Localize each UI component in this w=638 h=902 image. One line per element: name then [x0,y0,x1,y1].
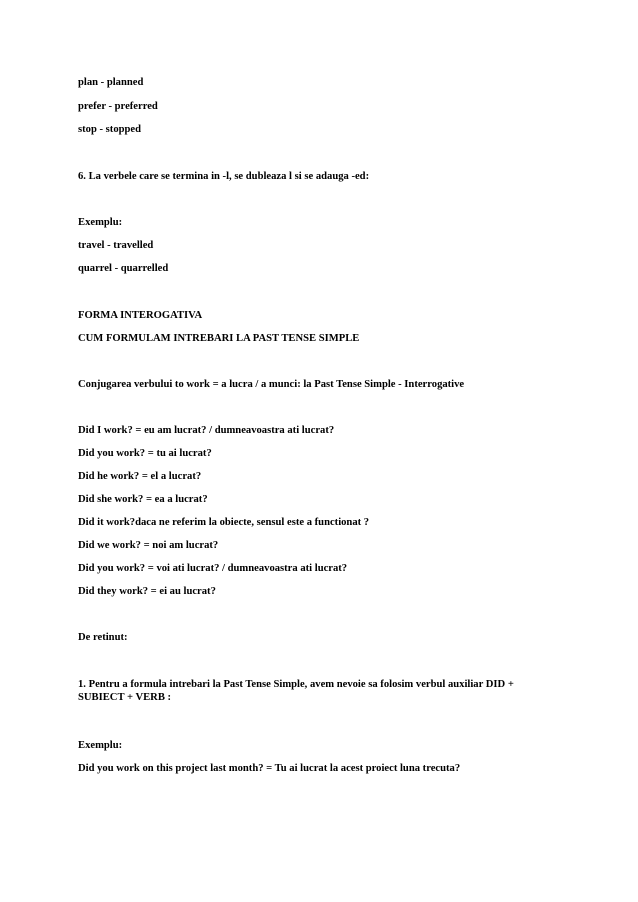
example-travel: travel - travelled [78,240,154,251]
conjugation-intro: Conjugarea verbului to work = a lucra / a munci: la Past Tense Simple - Interrogative [78,379,465,390]
example-stop: stop - stopped [78,124,141,135]
conjugation-you: Did you work? = tu ai lucrat? [78,448,212,459]
example-heading-2: Exemplu: [78,740,123,751]
rule-1: 1. Pentru a formula intrebari la Past Tense Simple, avem nevoie sa folosim verbul auxiliar DID + SUBIECT + VERB : [78,679,514,703]
conjugation-i: Did I work? = eu am lucrat? / dumneavoastra ati lucrat? [78,425,335,436]
conjugation-we: Did we work? = noi am lucrat? [78,540,219,551]
conjugation-she: Did she work? = ea a lucrat? [78,494,208,505]
example-sentence: Did you work on this project last month? = Tu ai lucrat la acest proiect luna trecuta? [78,763,461,774]
conjugation-it: Did it work?daca ne referim la obiecte, sensul este a functionat ? [78,517,370,528]
conjugation-he: Did he work? = el a lucrat? [78,471,202,482]
note-heading: De retinut: [78,632,128,643]
example-heading: Exemplu: [78,217,123,228]
example-quarrel: quarrel - quarrelled [78,263,169,274]
conjugation-you-plural: Did you work? = voi ati lucrat? / dumneavoastra ati lucrat? [78,563,348,574]
section-subheading: CUM FORMULAM INTREBARI LA PAST TENSE SIMPLE [78,333,360,344]
conjugation-they: Did they work? = ei au lucrat? [78,586,216,597]
rule-6: 6. La verbele care se termina in -l, se dubleaza l si se adauga -ed: [78,171,370,182]
example-plan: plan - planned [78,77,144,88]
example-prefer: prefer - preferred [78,101,158,112]
section-heading: FORMA INTEROGATIVA [78,310,203,321]
